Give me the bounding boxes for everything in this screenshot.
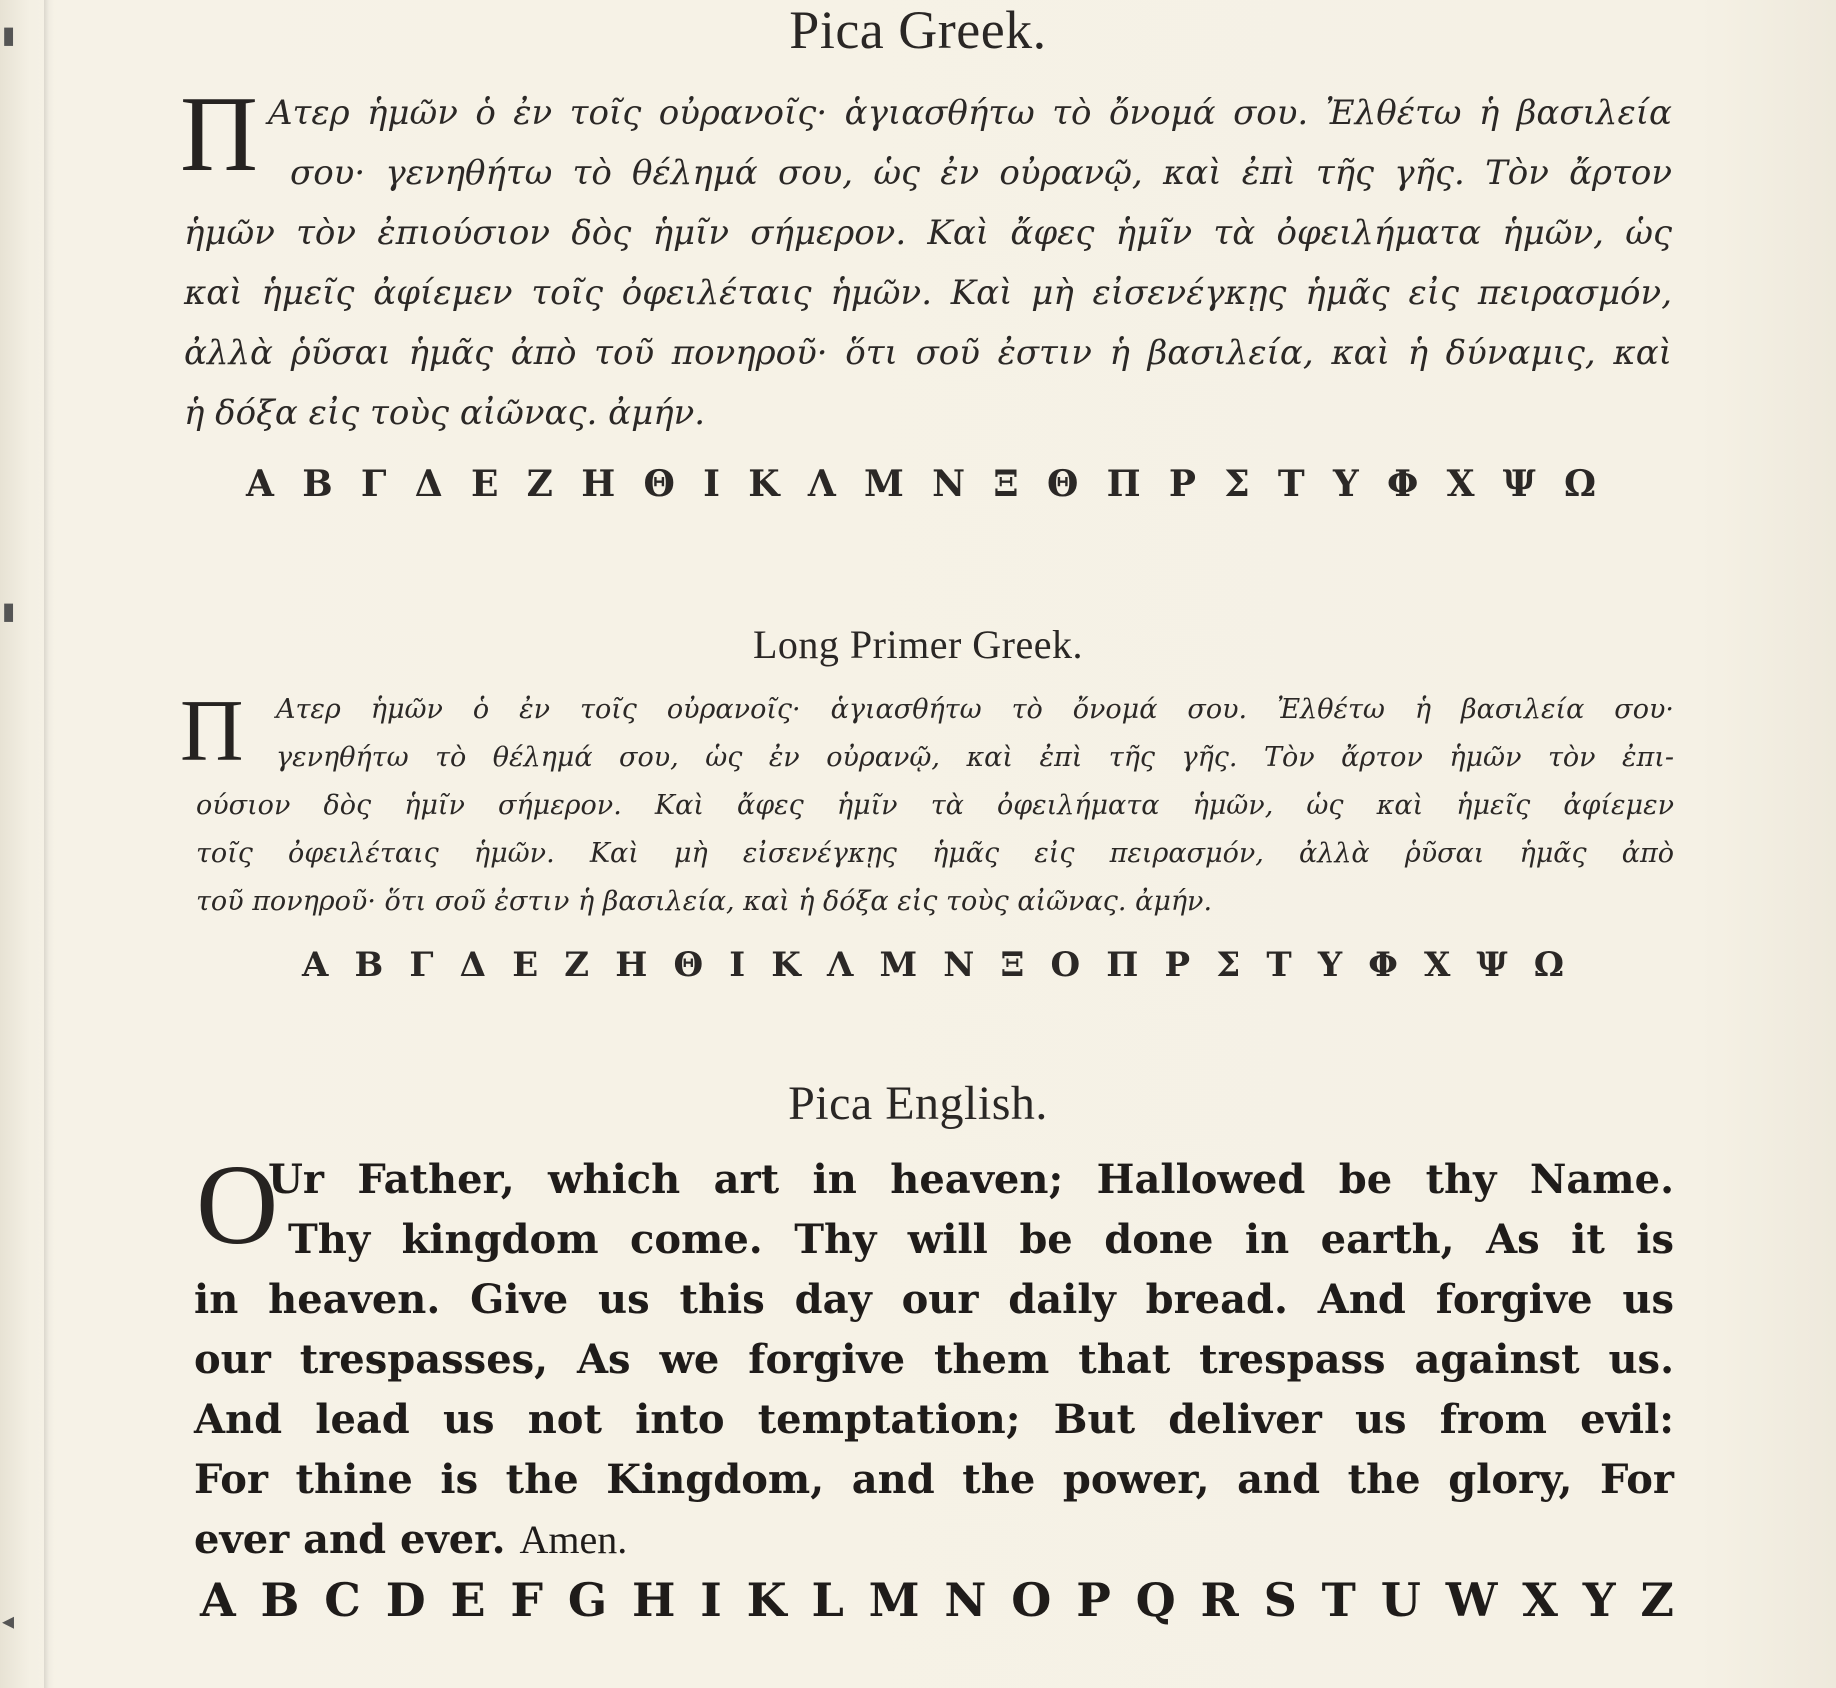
specimen-line: Thy kingdom come. Thy will be done in earth, As it is bbox=[288, 1216, 1674, 1263]
specimen-line: καὶ ἡμεῖς ἀφίεμεν τοῖς ὀφειλέταις ἡμῶν. Καὶ μὴ εἰσενέγκῃς ἡμᾶς εἰς πειρασμόν, bbox=[184, 273, 1672, 313]
drop-cap: O bbox=[196, 1141, 279, 1268]
alphabet-row-long-primer-greek: Α Β Γ Δ Ε Ζ Η Θ Ι Κ Λ Μ Ν Ξ Ο Π Ρ Σ Τ Υ Φ Χ Ψ Ω bbox=[302, 945, 1564, 985]
specimen-line: Ur Father, which art in heaven; Hallowed be thy Name. bbox=[268, 1156, 1674, 1203]
specimen-line: γενηθήτω τὸ θέλημά σου, ὡς ἐν οὐρανῷ, καὶ ἐπὶ τῆς γῆς. Τὸν ἄρτον ἡμῶν τὸν ἐπι- bbox=[276, 742, 1674, 773]
long-primer-greek-specimen bbox=[180, 683, 1674, 920]
specimen-line: ούσιον δὸς ἡμῖν σήμερον. Καὶ ἄφες ἡμῖν τὰ ὀφειλήματα ἡμῶν, ὡς καὶ ἡμεῖς ἀφίεμεν bbox=[196, 790, 1674, 821]
specimen-text: ever and ever. bbox=[194, 1516, 506, 1563]
specimen-line: our trespasses, As we forgive them that trespass against us. bbox=[194, 1336, 1674, 1383]
specimen-line: Ατερ ἡμῶν ὁ ἐν τοῖς οὐρανοῖς· ἁγιασθήτω τὸ ὄνομά σου. Ἐλθέτω ἡ βασιλεία σου· bbox=[276, 694, 1674, 725]
edge-mark: ▮ bbox=[2, 23, 16, 49]
section-title-long-primer-greek: Long Primer Greek. bbox=[752, 622, 1083, 667]
edge-mark: ▮ bbox=[2, 599, 16, 625]
specimen-line: in heaven. Give us this day our daily bread. And forgive us bbox=[194, 1276, 1674, 1323]
alphabet-row-pica-greek: Α Β Γ Δ Ε Ζ Η Θ Ι Κ Λ Μ Ν Ξ Θ Π Ρ Σ Τ Υ Φ Χ Ψ Ω bbox=[246, 463, 1596, 505]
page-gutter-shadow bbox=[44, 0, 54, 1688]
specimen-line: σου· γενηθήτω τὸ θέλημά σου, ὡς ἐν οὐρανῷ, καὶ ἐπὶ τῆς γῆς. Τὸν ἄρτον bbox=[290, 153, 1672, 193]
alphabet-row-pica-english: A B C D E F G H I K L M N O P Q R S T U W X Y Z bbox=[200, 1573, 1674, 1627]
drop-cap: Π bbox=[180, 75, 258, 194]
pica-greek-specimen bbox=[180, 75, 1674, 445]
specimen-line: And lead us not into temptation; But deliver us from evil: bbox=[194, 1396, 1674, 1443]
edge-mark: ◂ bbox=[2, 1609, 15, 1635]
specimen-line: ἡ δόξα εἰς τοὺς αἰῶνας. ἀμήν. bbox=[184, 393, 706, 433]
specimen-line-last bbox=[194, 1516, 627, 1564]
specimen-line: ἡμῶν τὸν ἐπιούσιον δὸς ἡμῖν σήμερον. Καὶ ἄφες ἡμῖν τὰ ὀφειλήματα ἡμῶν, ὡς bbox=[184, 213, 1672, 253]
specimen-line: ἀλλὰ ῥῦσαι ἡμᾶς ἀπὸ τοῦ πονηροῦ· ὅτι σοῦ ἐστιν ἡ βασιλεία, καὶ ἡ δύναμις, καὶ bbox=[184, 333, 1672, 373]
specimen-line: τοῦ πονηροῦ· ὅτι σοῦ ἐστιν ἡ βασιλεία, καὶ ἡ δόξα εἰς τοὺς αἰῶνας. ἀμήν. bbox=[196, 886, 1213, 917]
section-title-pica-english: Pica English. bbox=[788, 1077, 1048, 1130]
section-title-pica-greek: Pica Greek. bbox=[789, 0, 1047, 60]
specimen-line: For thine is the Kingdom, and the power, and the glory, For bbox=[194, 1456, 1674, 1503]
specimen-line: Ατερ ἡμῶν ὁ ἐν τοῖς οὐρανοῖς· ἁγιασθήτω τὸ ὄνομά σου. Ἐλθέτω ἡ βασιλεία bbox=[268, 93, 1672, 133]
amen-text: Amen. bbox=[519, 1517, 628, 1562]
drop-cap: Π bbox=[180, 683, 244, 780]
specimen-line: τοῖς ὀφειλέταις ἡμῶν. Καὶ μὴ εἰσενέγκῃς ἡμᾶς εἰς πειρασμόν, ἀλλὰ ῥῦσαι ἡμᾶς ἀπὸ bbox=[196, 838, 1674, 869]
pica-english-specimen bbox=[180, 1140, 1674, 1563]
